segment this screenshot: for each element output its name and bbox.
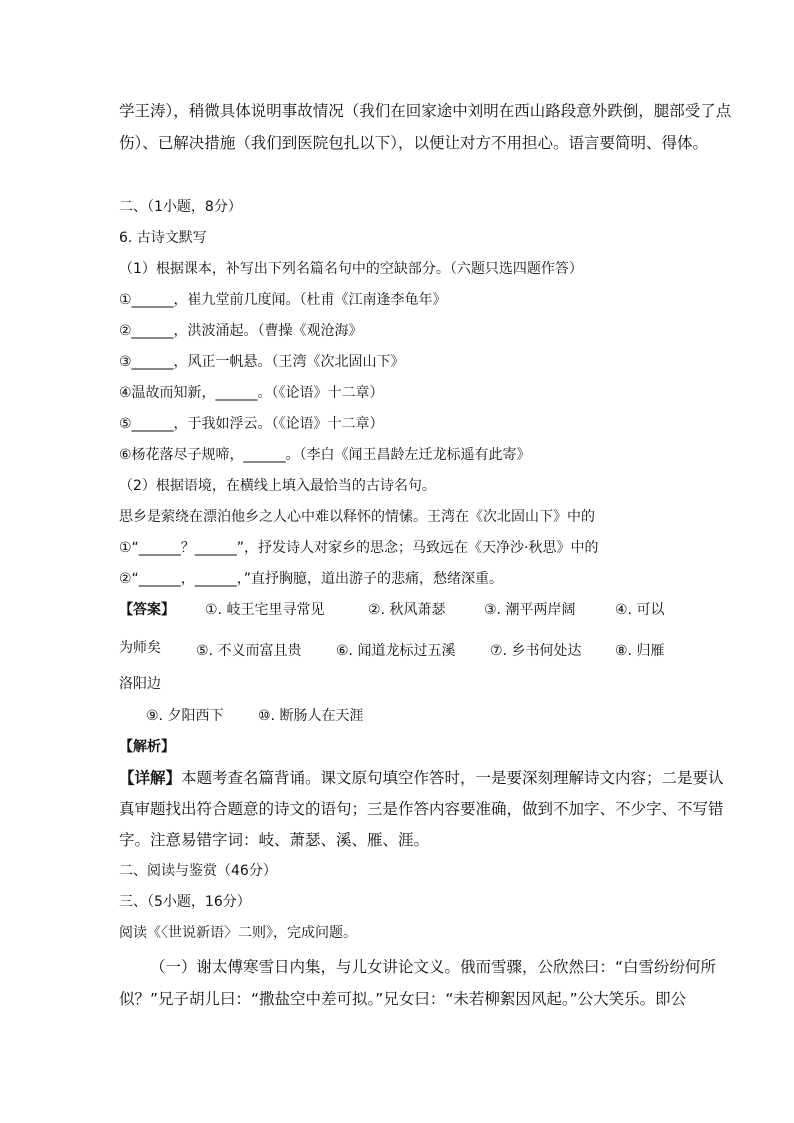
- fill-item-6: ⑥杨花落尽子规啼，______。（李白《闻王昌龄左迁龙标遥有此寄》: [119, 447, 531, 463]
- question-title: 6. 古诗文默写: [119, 230, 207, 246]
- answer-item-5: ⑤. 不义而富且贵: [196, 643, 302, 659]
- analysis-line-2: 真审题找出符合题意的诗文的语句；三是作答内容要准确，做到不加字、不少字、不写错: [119, 800, 724, 818]
- fill-item-5: ⑤______，于我如浮云。（《论语》十二章）: [119, 416, 384, 432]
- intro-line-1: 学王涛），稍微具体说明事故情况（我们在回家途中刘明在西山路段意外跌倒，腿部受了点: [119, 102, 732, 120]
- answer-item-10: ⑩. 断肠人在天涯: [258, 708, 364, 724]
- answer-item-4-cont: 为师矣: [119, 640, 161, 656]
- answer-item-9: ⑨. 夕阳西下: [146, 708, 224, 724]
- answer-item-8: ⑧. 归雁: [615, 643, 665, 659]
- part1-instruction: （1）根据课本，补写出下列名篇名句中的空缺部分。（六题只选四题作答）: [119, 261, 583, 277]
- fill-item-1: ①______，崔九堂前几度闻。（杜甫《江南逢李龟年》: [119, 292, 447, 308]
- answer-item-1: ①. 岐王宅里寻常见: [205, 602, 325, 618]
- context-paragraph: 思乡是萦绕在漂泊他乡之人心中难以释怀的情愫。王湾在《次北固山下》中的: [119, 509, 595, 525]
- answer-item-4: ④. 可以: [615, 602, 665, 618]
- answer-item-7: ⑦. 乡书何处达: [490, 643, 582, 659]
- analysis-line-3: 字。注意易错字词：岐、萧瑟、溪、雁、涯。: [119, 831, 430, 849]
- analysis-text-1: 本题考查名篇背诵。课文原句填空作答时，一是要深刻理解诗文内容；二是要认: [181, 769, 724, 787]
- reading-instruction: 阅读《〈世说新语〉二则》，完成问题。: [119, 925, 357, 941]
- reading-sub-header: 三、（5小题，16分）: [119, 894, 251, 910]
- section-header: 二、（1小题，8分）: [119, 199, 242, 215]
- context-question-1: ①“______？______”，抒发诗人对家乡的思念；马致远在《天净沙·秋思》中的: [119, 540, 599, 556]
- answer-item-3: ③. 潮平两岸阔: [484, 602, 576, 618]
- passage-line-1: （一）谢太傅寒雪日内集，与儿女讲论文义。俄而雪骤，公欣然曰：“白雪纷纷何所: [150, 958, 717, 976]
- fill-item-4: ④温故而知新，______。（《论语》十二章）: [119, 385, 384, 401]
- reading-section-header: 二、阅读与鉴赏（46分）: [119, 863, 277, 879]
- fill-item-3: ③______，风正一帆悬。（王湾《次北固山下》: [119, 354, 405, 370]
- detail-label: 【详解】: [119, 769, 182, 787]
- answer-label: 【答案】: [119, 602, 175, 618]
- answer-item-2: ②. 秋风萧瑟: [368, 602, 446, 618]
- analysis-line-1: [119, 768, 724, 788]
- context-question-2: ②“______，______，”直抒胸臆，道出游子的悲痛，愁绪深重。: [119, 571, 504, 587]
- answer-item-8-cont: 洛阳边: [119, 676, 161, 692]
- analysis-label: 【解析】: [119, 739, 175, 755]
- fill-item-2: ②______，洪波涌起。（曹操《观沧海》: [119, 323, 363, 339]
- part2-instruction: （2）根据语境，在横线上填入最恰当的古诗名句。: [119, 478, 436, 494]
- intro-line-2: 伤）、已解决措施（我们到医院包扎以下），以便让对方不用担心。语言要简明、得体。: [119, 134, 709, 152]
- passage-line-2: 似？”兄子胡儿曰：“撒盐空中差可拟。”兄女曰：“未若柳絮因风起。”公大笑乐。即公: [119, 990, 687, 1008]
- answer-item-6: ⑥. 闻道龙标过五溪: [336, 643, 456, 659]
